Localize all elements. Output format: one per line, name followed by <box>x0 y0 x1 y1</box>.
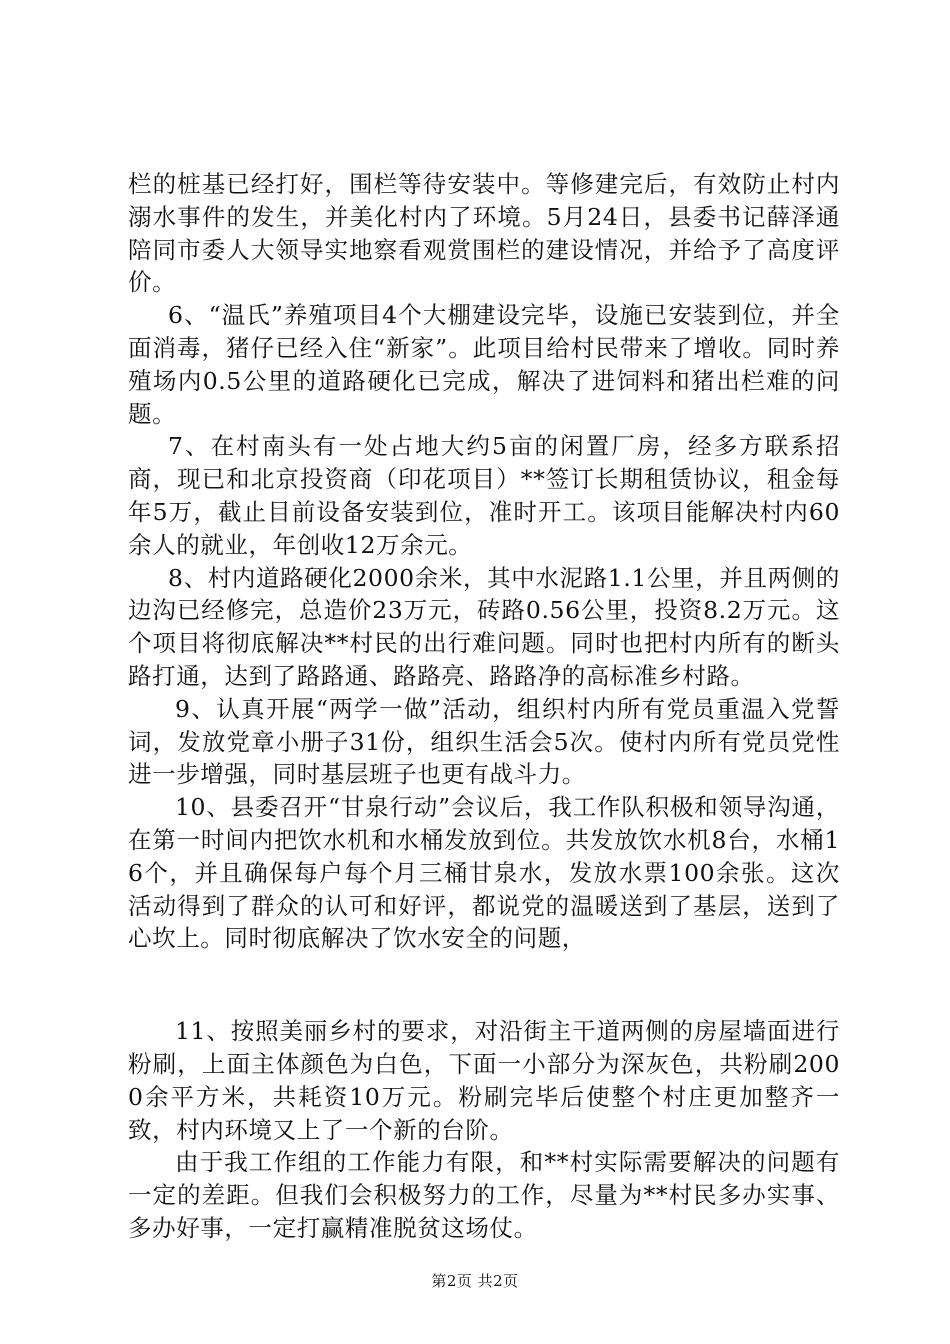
paragraph-item-6: 6、“温氏”养殖项目4个大棚建设完毕，设施已安装到位，并全面消毒，猪仔已经入住“新家”。此项目给村民带来了增收。同时养殖场内0.5公里的道路硬化已完成，解决了进饲料和猪出栏难的问题。 <box>128 301 840 428</box>
paragraph-conclusion: 由于我工作组的工作能力有限，和**村实际需要解决的问题有一定的差距。但我们会积极努力的工作，尽量为**村民多办实事、多办好事，一定打赢精准脱贫这场仗。 <box>128 1148 840 1242</box>
paragraph-item-8: 8、村内道路硬化2000余米，其中水泥路1.1公里，并且两侧的边沟已经修完，总造价23万元，砖路0.56公里，投资8.2万元。这个项目将彻底解决**村民的出行难问题。同时也把村内所有的断头路打通，达到了路路通、路路亮、路路净的高标准乡村路。 <box>128 563 840 690</box>
paragraph-item-10: 10、县委召开“甘泉行动”会议后，我工作队积极和领导沟通，在第一时间内把饮水机和水桶发放到位。共发放饮水机8台，水桶16个，并且确保每户每个月三桶甘泉水，发放水票100余张。这次活动得到了群众的认可和好评，都说党的温暖送到了基层，送到了心坎上。同时彻底解决了饮水安全的问题， <box>128 793 840 953</box>
page-footer: 第2页 共2页 <box>431 1272 519 1290</box>
paragraph-item-9: 9、认真开展“两学一做”活动，组织村内所有党员重温入党誓词，发放党章小册子31份，组织生活会5次。使村内所有党员党性进一步增强，同时基层班子也更有战斗力。 <box>128 694 840 789</box>
paragraph-continuation: 栏的桩基已经打好，围栏等待安装中。等修建完后，有效防止村内溺水事件的发生，并美化村内了环境。5月24日，县委书记薛泽通陪同市委人大领导实地察看观赏围栏的建设情况，并给予了高度评价。 <box>128 170 840 297</box>
paragraph-item-11: 11、按照美丽乡村的要求，对沿街主干道两侧的房屋墙面进行粉刷，上面主体颜色为白色，下面一小部分为深灰色，共粉刷2000余平方米，共耗资10万元。粉刷完毕后使整个村庄更加整齐一致，村内环境又上了一个新的台阶。 <box>128 1017 840 1144</box>
paragraph-gap <box>128 955 840 1015</box>
paragraph-item-7: 7、在村南头有一处占地大约5亩的闲置厂房，经多方联系招商，现已和北京投资商（印花项目）**签订长期租赁协议，租金每年5万，截止目前设备安装到位，准时开工。该项目能解决村内60余人的就业，年创收12万余元。 <box>128 432 840 559</box>
document-body <box>128 168 840 1245</box>
